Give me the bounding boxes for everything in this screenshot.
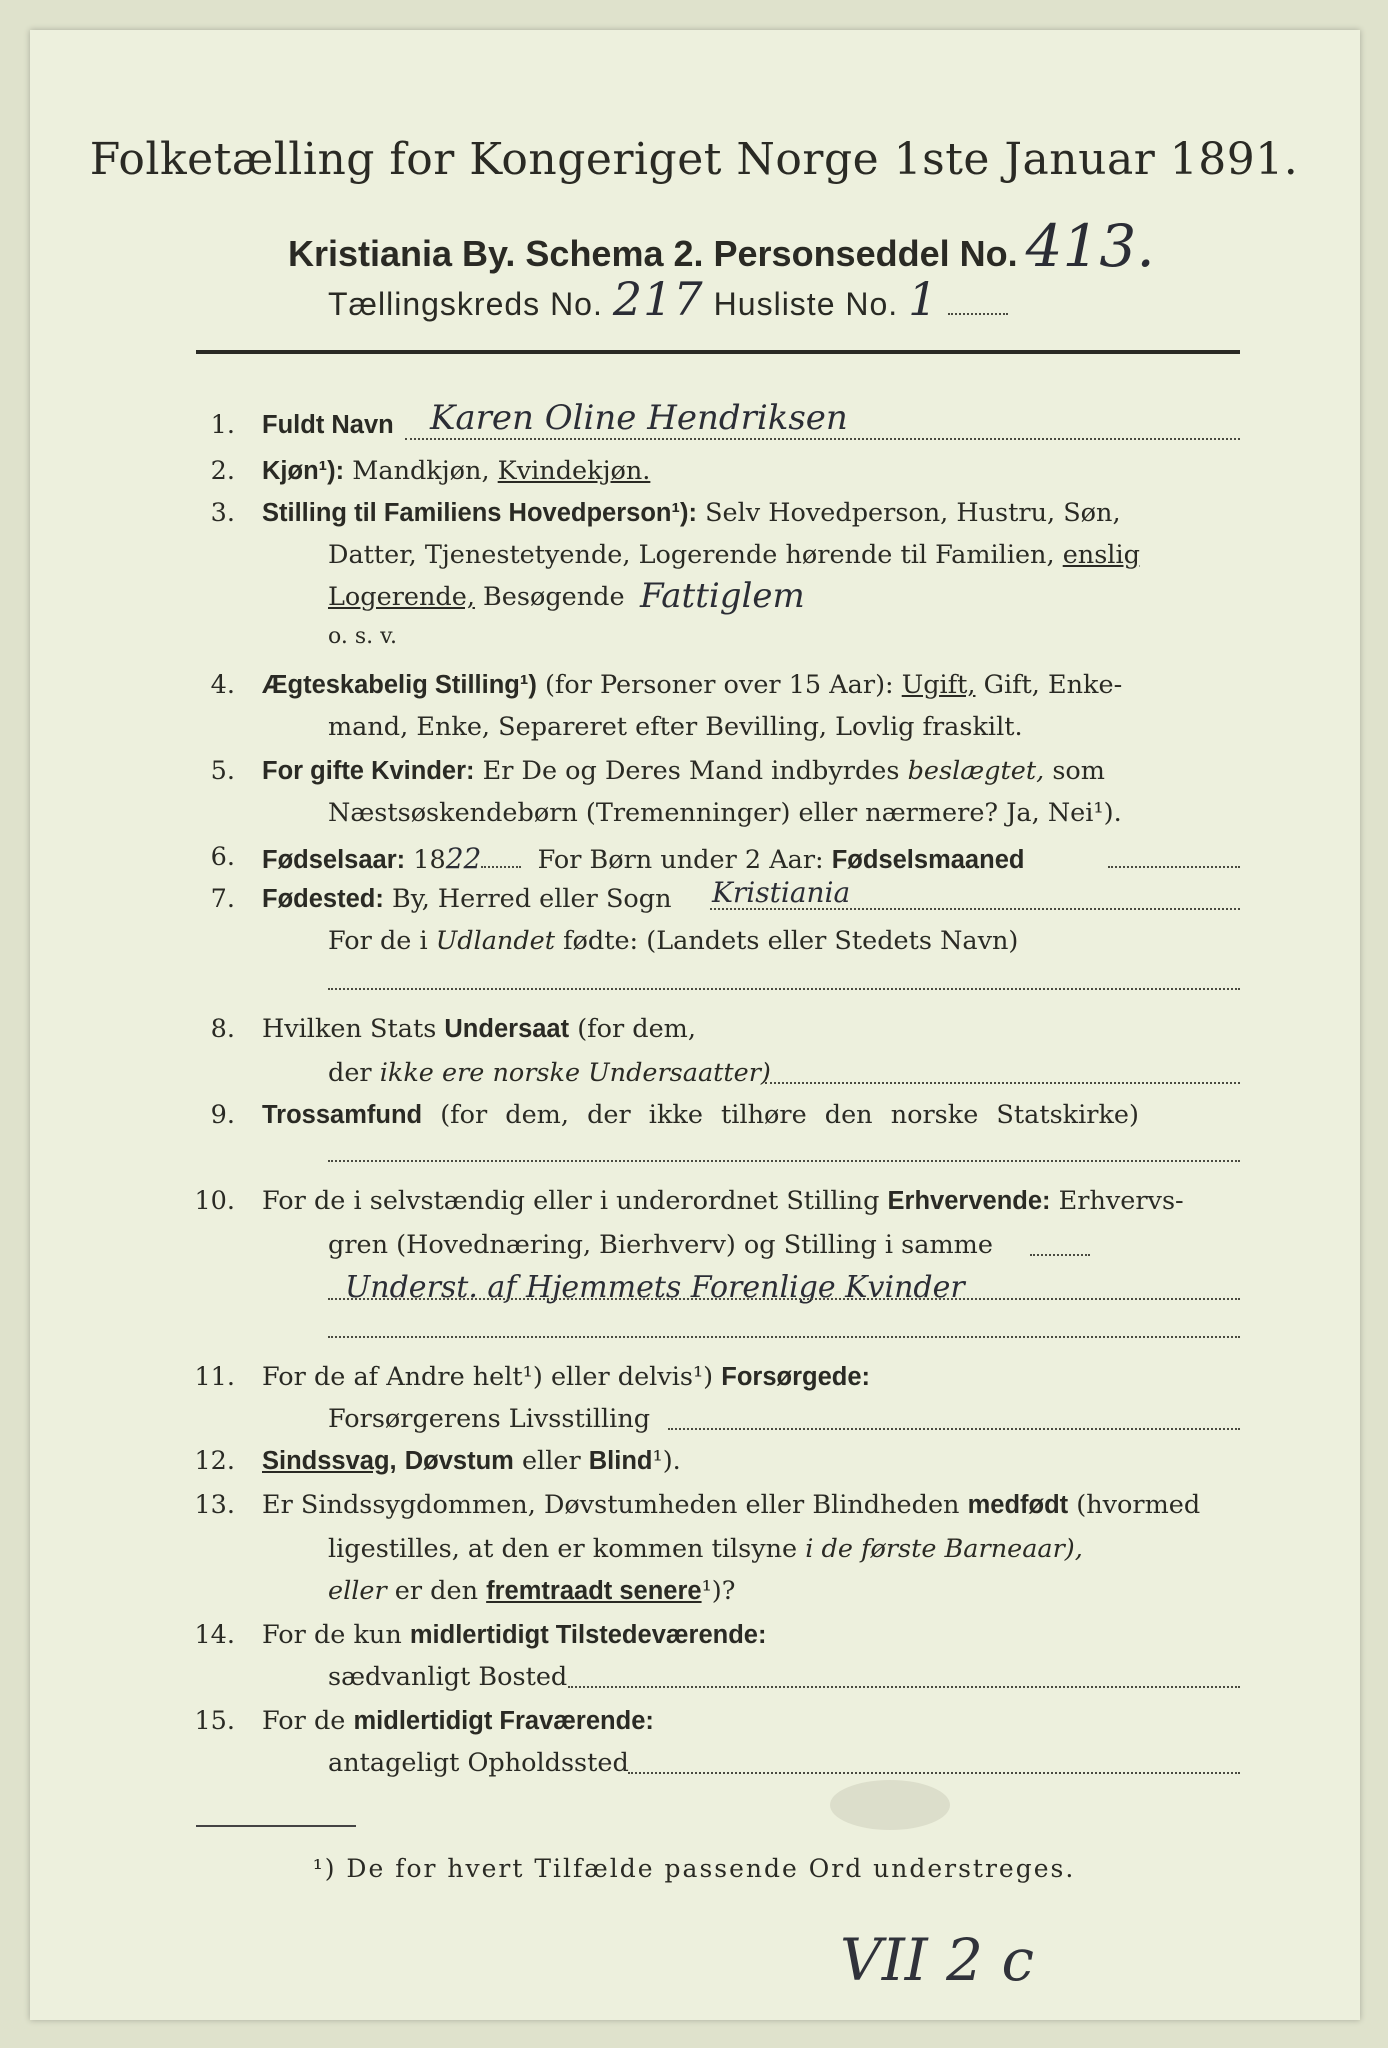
supported-text: For de af Andre helt¹) eller delvis¹) bbox=[262, 1362, 714, 1392]
kreds-label: Tællingskreds No. bbox=[328, 286, 603, 322]
position-underlined: enslig bbox=[1062, 540, 1140, 570]
kreds-number: 217 bbox=[612, 272, 704, 326]
schema-label: Kristiania By. Schema 2. Personseddel No. bbox=[288, 233, 1018, 274]
kinship-italic: beslægtet, bbox=[907, 756, 1045, 786]
full-name-label: Fuldt Navn bbox=[262, 411, 394, 439]
item-text bbox=[328, 1576, 735, 1606]
item-text bbox=[328, 1058, 771, 1088]
husliste-number: 1 bbox=[908, 272, 939, 326]
fill-line bbox=[668, 1428, 1240, 1430]
item-text bbox=[262, 498, 1121, 528]
position-options-2: Datter, Tjenestetyende, Logerende hørende til Familien, bbox=[328, 540, 1055, 570]
item-text bbox=[262, 842, 1024, 875]
footnote-ref: ¹). bbox=[652, 1446, 681, 1476]
birthplace-label: Fødested: bbox=[262, 885, 384, 913]
occupation-after: Erhvervs- bbox=[1058, 1186, 1184, 1216]
fill-line bbox=[628, 1772, 1240, 1774]
fill-line bbox=[765, 1082, 1240, 1084]
fill-line bbox=[328, 988, 1240, 990]
or-text: eller bbox=[521, 1446, 581, 1476]
abroad-after: fødte: (Landets eller Stedets Navn) bbox=[563, 926, 1019, 956]
position-answer: Fattiglem bbox=[640, 576, 805, 616]
sex-option-male: Mandkjøn, bbox=[352, 456, 490, 486]
item-text bbox=[262, 670, 1122, 700]
item-text bbox=[328, 540, 1140, 570]
item-number: 10. bbox=[194, 1186, 235, 1216]
item-text bbox=[328, 582, 625, 612]
item-number: 2. bbox=[210, 456, 235, 486]
abroad-text: For de i bbox=[328, 926, 428, 956]
later-option: fremtraadt senere bbox=[486, 1577, 702, 1605]
fill-dots bbox=[481, 866, 521, 868]
occupation-label: Erhvervende: bbox=[887, 1187, 1051, 1215]
item-text bbox=[328, 926, 1018, 956]
occupation-answer: Underst. af Hjemmets Forenlige Kvinder bbox=[345, 1270, 965, 1305]
item-text bbox=[262, 1014, 696, 1044]
religion-text: (for dem, der ikke tilhøre den norske Statskirke) bbox=[440, 1100, 1139, 1130]
insane-option: Sindssvag, bbox=[262, 1447, 397, 1475]
blind-option: Blind bbox=[588, 1447, 653, 1475]
birth-year-answer: 22 bbox=[445, 842, 482, 875]
congenital-after: (hvormed bbox=[1076, 1490, 1201, 1520]
occupation-text: For de i selvstændig eller i underordnet Stilling bbox=[262, 1186, 880, 1216]
temp-absent-label: midlertidigt Fraværende: bbox=[353, 1707, 654, 1735]
religion-label: Trossamfund bbox=[262, 1101, 423, 1129]
position-options: Selv Hovedperson, Hustru, Søn, bbox=[705, 498, 1121, 528]
later-text: er den bbox=[394, 1576, 479, 1606]
item-text bbox=[328, 1534, 1083, 1564]
item-text bbox=[262, 1706, 654, 1736]
item-number: 8. bbox=[210, 1014, 235, 1044]
temp-present-text: For de kun bbox=[262, 1620, 402, 1650]
kinship-question: Er De og Deres Mand indbyrdes bbox=[482, 756, 900, 786]
item-number: 3. bbox=[210, 498, 235, 528]
item-number: 12. bbox=[194, 1446, 235, 1476]
marital-options-2: mand, Enke, Separeret efter Bevilling, Lovlig fraskilt. bbox=[328, 712, 1023, 742]
provider-text: Forsørgerens Livsstilling bbox=[328, 1404, 651, 1434]
footnote-ref: ¹)? bbox=[701, 1576, 736, 1606]
item-number: 15. bbox=[194, 1706, 235, 1736]
marital-unmarried: Ugift, bbox=[901, 670, 976, 700]
item-text bbox=[262, 884, 672, 914]
item-text bbox=[262, 1186, 1184, 1216]
citizenship-italic: ikke ere norske Undersaatter) bbox=[379, 1058, 771, 1088]
item-number: 1. bbox=[210, 410, 235, 440]
citizenship-text-2: der bbox=[328, 1058, 372, 1088]
birthplace-text: By, Herred eller Sogn bbox=[391, 884, 672, 914]
schema-line bbox=[288, 212, 1155, 280]
congenital-italic: i de første Barneaar), bbox=[805, 1534, 1083, 1564]
usual-residence-text: sædvanligt Bosted bbox=[328, 1662, 568, 1692]
marital-options: Gift, Enke- bbox=[983, 670, 1123, 700]
deaf-option: Døvstum bbox=[404, 1447, 514, 1475]
sex-label: Kjøn¹): bbox=[262, 457, 345, 485]
item-number: 4. bbox=[210, 670, 235, 700]
married-women-label: For gifte Kvinder: bbox=[262, 757, 475, 785]
citizenship-text: Hvilken Stats bbox=[262, 1014, 437, 1044]
kinship-question-2: Næstsøskendebørn (Tremenninger) eller nærmere? Ja, Nei¹). bbox=[328, 798, 1122, 828]
archive-mark: VII 2 c bbox=[840, 1926, 1034, 1994]
sex-option-female: Kvindekjøn. bbox=[497, 456, 651, 486]
citizenship-after: (for dem, bbox=[577, 1014, 696, 1044]
item-text bbox=[262, 1490, 1200, 1520]
item-number: 11. bbox=[194, 1362, 235, 1392]
birth-year-label: Fødselsaar: bbox=[262, 846, 406, 874]
form-title: Folketælling for Kongeriget Norge 1ste Januar 1891. bbox=[89, 134, 1299, 185]
footnote: ¹) De for hvert Tilfælde passende Ord understreges. bbox=[312, 1854, 1076, 1883]
item-number: 13. bbox=[194, 1490, 235, 1520]
item-text bbox=[262, 1446, 681, 1476]
fill-line bbox=[568, 1686, 1240, 1688]
item-text bbox=[262, 1620, 766, 1650]
occupation-text-2: gren (Hovednæring, Bierhverv) og Stilling i samme bbox=[328, 1230, 993, 1260]
fill-line bbox=[328, 1160, 1240, 1162]
congenital-label: medfødt bbox=[967, 1491, 1069, 1519]
kreds-line bbox=[328, 272, 1008, 326]
footnote-rule bbox=[196, 1825, 356, 1827]
supported-label: Forsørgede: bbox=[721, 1363, 871, 1391]
item-text bbox=[262, 756, 1105, 786]
fill-line bbox=[1030, 1254, 1090, 1256]
congenital-text: Er Sindssygdommen, Døvstumheden eller Blindheden bbox=[262, 1490, 960, 1520]
item-number: 7. bbox=[210, 884, 235, 914]
congenital-text-2: ligestilles, at den er kommen tilsyne bbox=[328, 1534, 798, 1564]
fill-line bbox=[328, 1336, 1240, 1338]
position-options-3: Besøgende bbox=[483, 582, 625, 612]
abroad-italic: Udlandet bbox=[435, 926, 555, 956]
header-rule bbox=[196, 350, 1240, 354]
item-text bbox=[262, 410, 394, 440]
citizenship-label: Undersaat bbox=[444, 1015, 570, 1043]
birthplace-answer: Kristiania bbox=[712, 876, 851, 909]
marital-label: Ægteskabelig Stilling¹) bbox=[262, 671, 537, 699]
position-label: Stilling til Familiens Hovedperson¹): bbox=[262, 499, 697, 527]
item-text bbox=[262, 456, 650, 486]
birth-year-prefix: 18 bbox=[413, 845, 446, 875]
kinship-after: som bbox=[1052, 756, 1105, 786]
full-name-answer: Karen Oline Hendriksen bbox=[430, 398, 848, 438]
marital-note: (for Personer over 15 Aar): bbox=[544, 670, 894, 700]
or-italic: eller bbox=[328, 1576, 387, 1606]
fill-line bbox=[405, 438, 1240, 440]
personseddel-number: 413. bbox=[1025, 212, 1155, 280]
husliste-dots bbox=[948, 313, 1008, 315]
fill-line bbox=[710, 908, 1240, 910]
fill-line bbox=[328, 1298, 1240, 1300]
item-number: 5. bbox=[210, 756, 235, 786]
etc-text: o. s. v. bbox=[328, 624, 397, 649]
birth-month-label: Fødselsmaaned bbox=[831, 846, 1025, 874]
position-underlined-2: Logerende, bbox=[328, 582, 475, 612]
paper-smudge bbox=[830, 1780, 950, 1830]
item-number: 14. bbox=[194, 1620, 235, 1650]
item-number: 6. bbox=[210, 842, 235, 872]
fill-line bbox=[1108, 866, 1240, 868]
temp-absent-text: For de bbox=[262, 1706, 346, 1736]
husliste-label: Husliste No. bbox=[713, 286, 899, 322]
item-text bbox=[262, 1362, 870, 1392]
whereabouts-text: antageligt Opholdssted bbox=[328, 1748, 629, 1778]
temp-present-label: midlertidigt Tilstedeværende: bbox=[409, 1621, 767, 1649]
under-2-text: For Børn under 2 Aar: bbox=[537, 845, 824, 875]
item-number: 9. bbox=[210, 1100, 235, 1130]
item-text bbox=[262, 1100, 1139, 1130]
